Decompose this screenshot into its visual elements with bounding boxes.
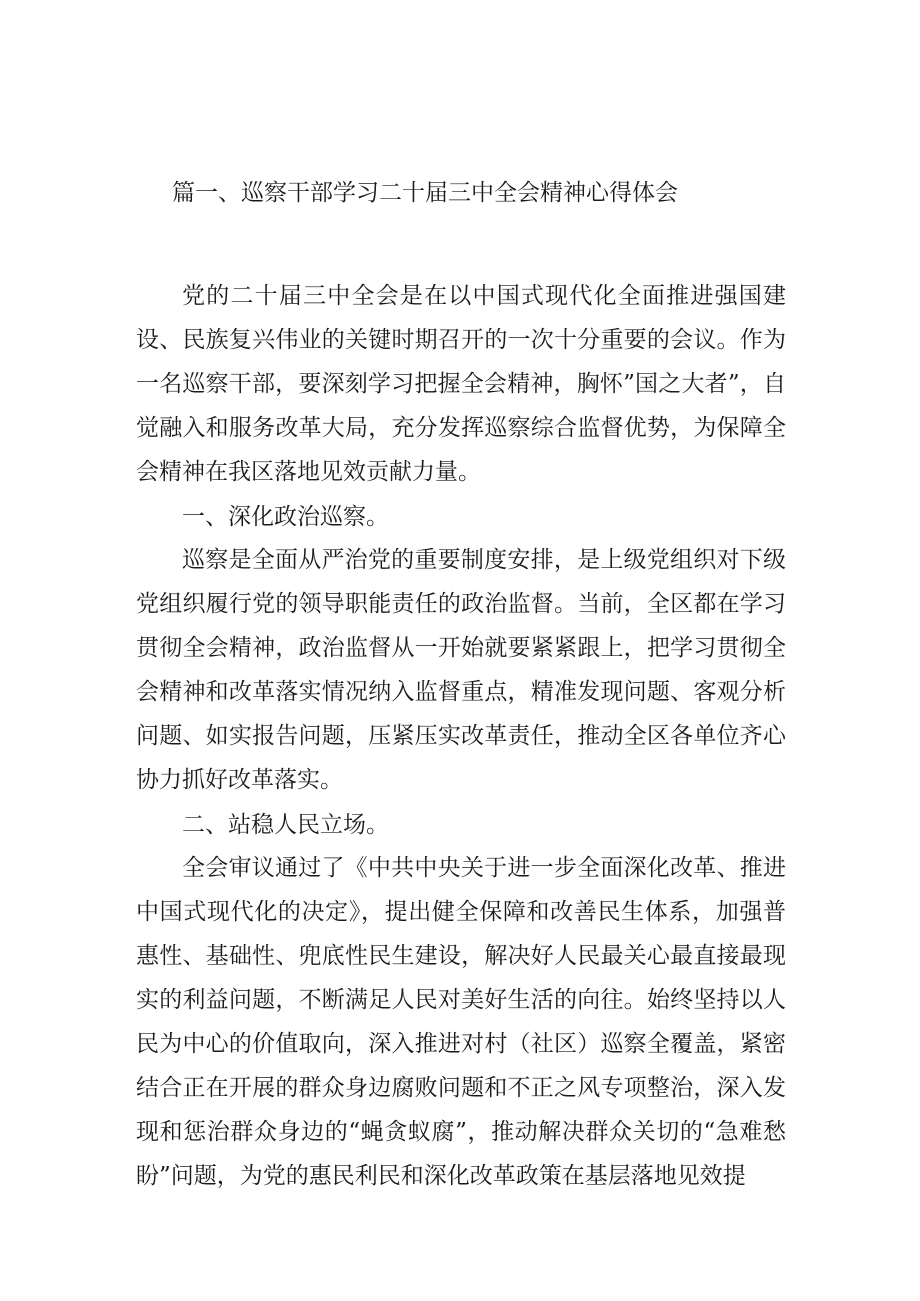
section-body-2: 全会审议通过了《中共中央关于进一步全面深化改革、推进中国式现代化的决定》，提出健全保障和改善民生体系，加强普惠性、基础性、兜底性民生建设，解决好人民最关心最直接最现实的利益问题，不断满足人民对美好生活的向往。始终坚持以人民为中心的价值取向，深入推进对村（社区）巡察全覆盖，紧密结合正在开展的群众身边腐败问题和不正之风专项整治，深入发现和惩治群众身边的“蝇贪蚁腐”，推动解决群众关切的“急难愁盼”问题，为党的惠民利民和深化改革政策在基层落地见效提 bbox=[136, 855, 786, 1189]
intro-paragraph: 党的二十届三中全会是在以中国式现代化全面推进强国建设、民族复兴伟业的关键时期召开的一次十分重要的会议。作为一名巡察干部，要深刻学习把握全会精神，胸怀”国之大者”，自觉融入和服务改革大局，充分发挥巡察综合监督优势，为保障全会精神在我区落地见效贡献力量。 bbox=[136, 283, 786, 485]
section-heading-1: 一、深化政治巡察。 bbox=[182, 504, 389, 530]
section-heading-2: 二、站稳人民立场。 bbox=[182, 812, 389, 838]
section-body-1: 巡察是全面从严治党的重要制度安排，是上级党组织对下级党组织履行党的领导职能责任的政治监督。当前，全区都在学习贯彻全会精神，政治监督从一开始就要紧紧跟上，把学习贯彻全会精神和改革落实情况纳入监督重点，精准发现问题、客观分析问题、如实报告问题，压紧压实改革责任，推动全区各单位齐心协力抓好改革落实。 bbox=[136, 547, 786, 793]
document-title: 篇一、巡察干部学习二十届三中全会精神心得体会 bbox=[172, 180, 678, 206]
